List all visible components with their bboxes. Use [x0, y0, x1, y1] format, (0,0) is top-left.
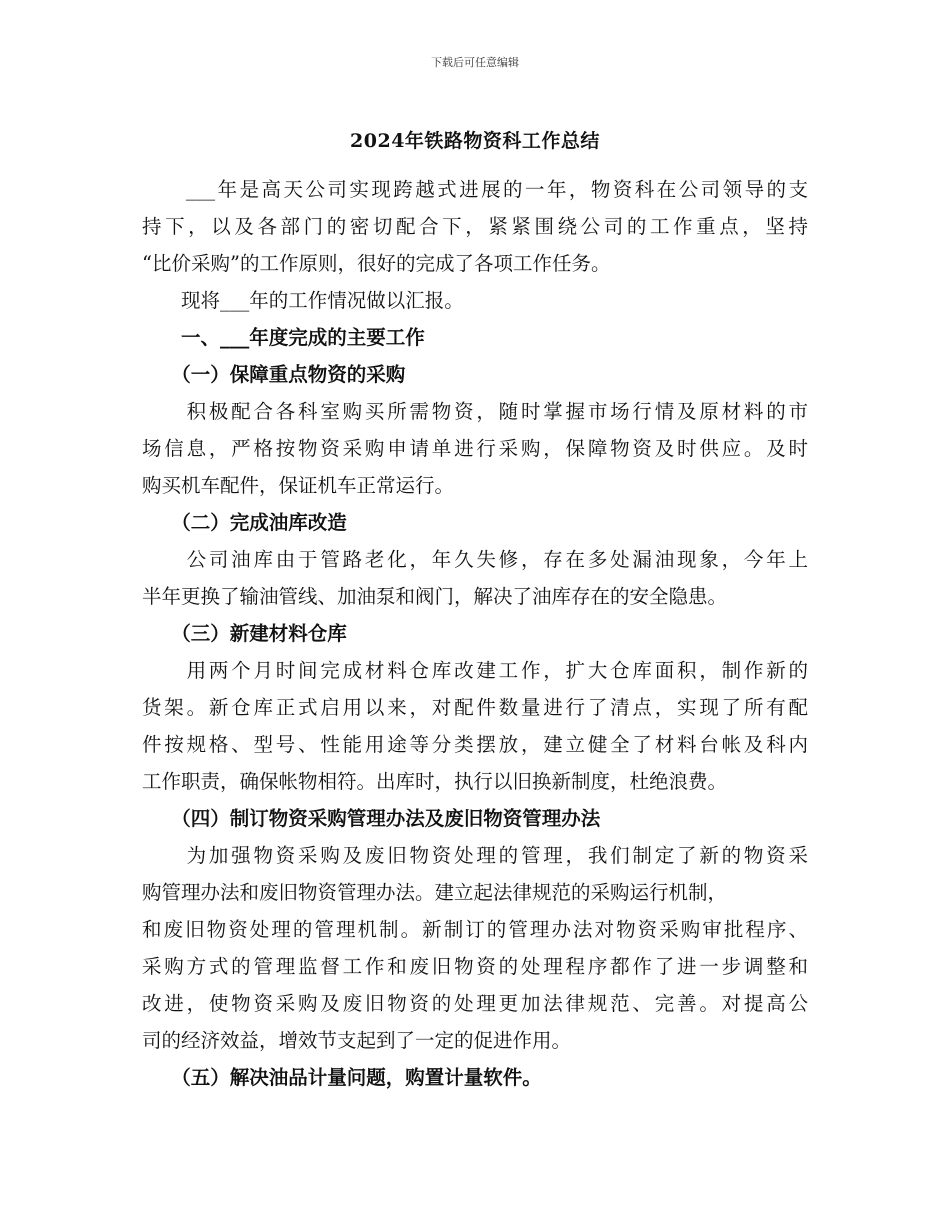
- paragraph-line: 为加强物资采购及废旧物资处理的管理，我们制定了新的物资采: [142, 844, 808, 867]
- paragraph-line: 购管理办法和废旧物资管理办法。建立起法律规范的采购运行机制，: [142, 881, 728, 904]
- subsection-heading: （三）新建材料仓库: [142, 622, 347, 645]
- paragraph-line: 工作职责，确保帐物相符。出库时，执行以旧换新制度，杜绝浪费。: [142, 770, 728, 793]
- page-header-note: 下载后可任意编辑: [431, 56, 519, 69]
- paragraph-line: 采购方式的管理监督工作和废旧物资的处理程序都作了进一步调整和: [142, 955, 808, 978]
- section-heading: 一、___年度完成的主要工作: [142, 326, 425, 349]
- paragraph-line: 件按规格、型号、性能用途等分类摆放，建立健全了材料台帐及科内: [142, 733, 808, 756]
- subsection-heading: （一）保障重点物资的采购: [142, 363, 406, 386]
- paragraph-line: 购买机车配件，保证机车正常运行。: [142, 474, 455, 497]
- document-title: 2024年铁路物资科工作总结: [350, 130, 600, 152]
- paragraph-line: 货架。新仓库正式启用以来，对配件数量进行了清点，实现了所有配: [142, 696, 808, 719]
- paragraph-line: “比价采购”的工作原则，很好的完成了各项工作任务。: [142, 252, 611, 275]
- paragraph-line: 司的经济效益，增效节支起到了一定的促进作用。: [142, 1029, 572, 1052]
- paragraph-line: 和废旧物资处理的管理机制。新制订的管理办法对物资采购审批程序、: [142, 918, 808, 941]
- paragraph-line: 半年更换了输油管线、加油泵和阀门，解决了油库存在的安全隐患。: [142, 585, 728, 608]
- paragraph-line: 场信息，严格按物资采购申请单进行采购，保障物资及时供应。及时: [142, 437, 808, 460]
- subsection-heading: （二）完成油库改造: [142, 511, 347, 534]
- paragraph-line: 积极配合各科室购买所需物资，随时掌握市场行情及原材料的市: [142, 400, 808, 423]
- paragraph-line: 现将___年的工作情况做以汇报。: [142, 289, 464, 312]
- paragraph-line: ___年是高天公司实现跨越式进展的一年，物资科在公司领导的支: [142, 178, 808, 201]
- paragraph-line: 改进，使物资采购及废旧物资的处理更加法律规范、完善。对提高公: [142, 992, 808, 1015]
- paragraph-line: 用两个月时间完成材料仓库改建工作，扩大仓库面积，制作新的: [142, 659, 808, 682]
- subsection-heading: （四）制订物资采购管理办法及废旧物资管理办法: [142, 807, 601, 830]
- paragraph-line: 持下，以及各部门的密切配合下，紧紧围绕公司的工作重点，坚持: [142, 215, 808, 238]
- paragraph-line: 公司油库由于管路老化，年久失修，存在多处漏油现象，今年上: [142, 548, 808, 571]
- subsection-heading: （五）解决油品计量问题，购置计量软件。: [142, 1066, 542, 1089]
